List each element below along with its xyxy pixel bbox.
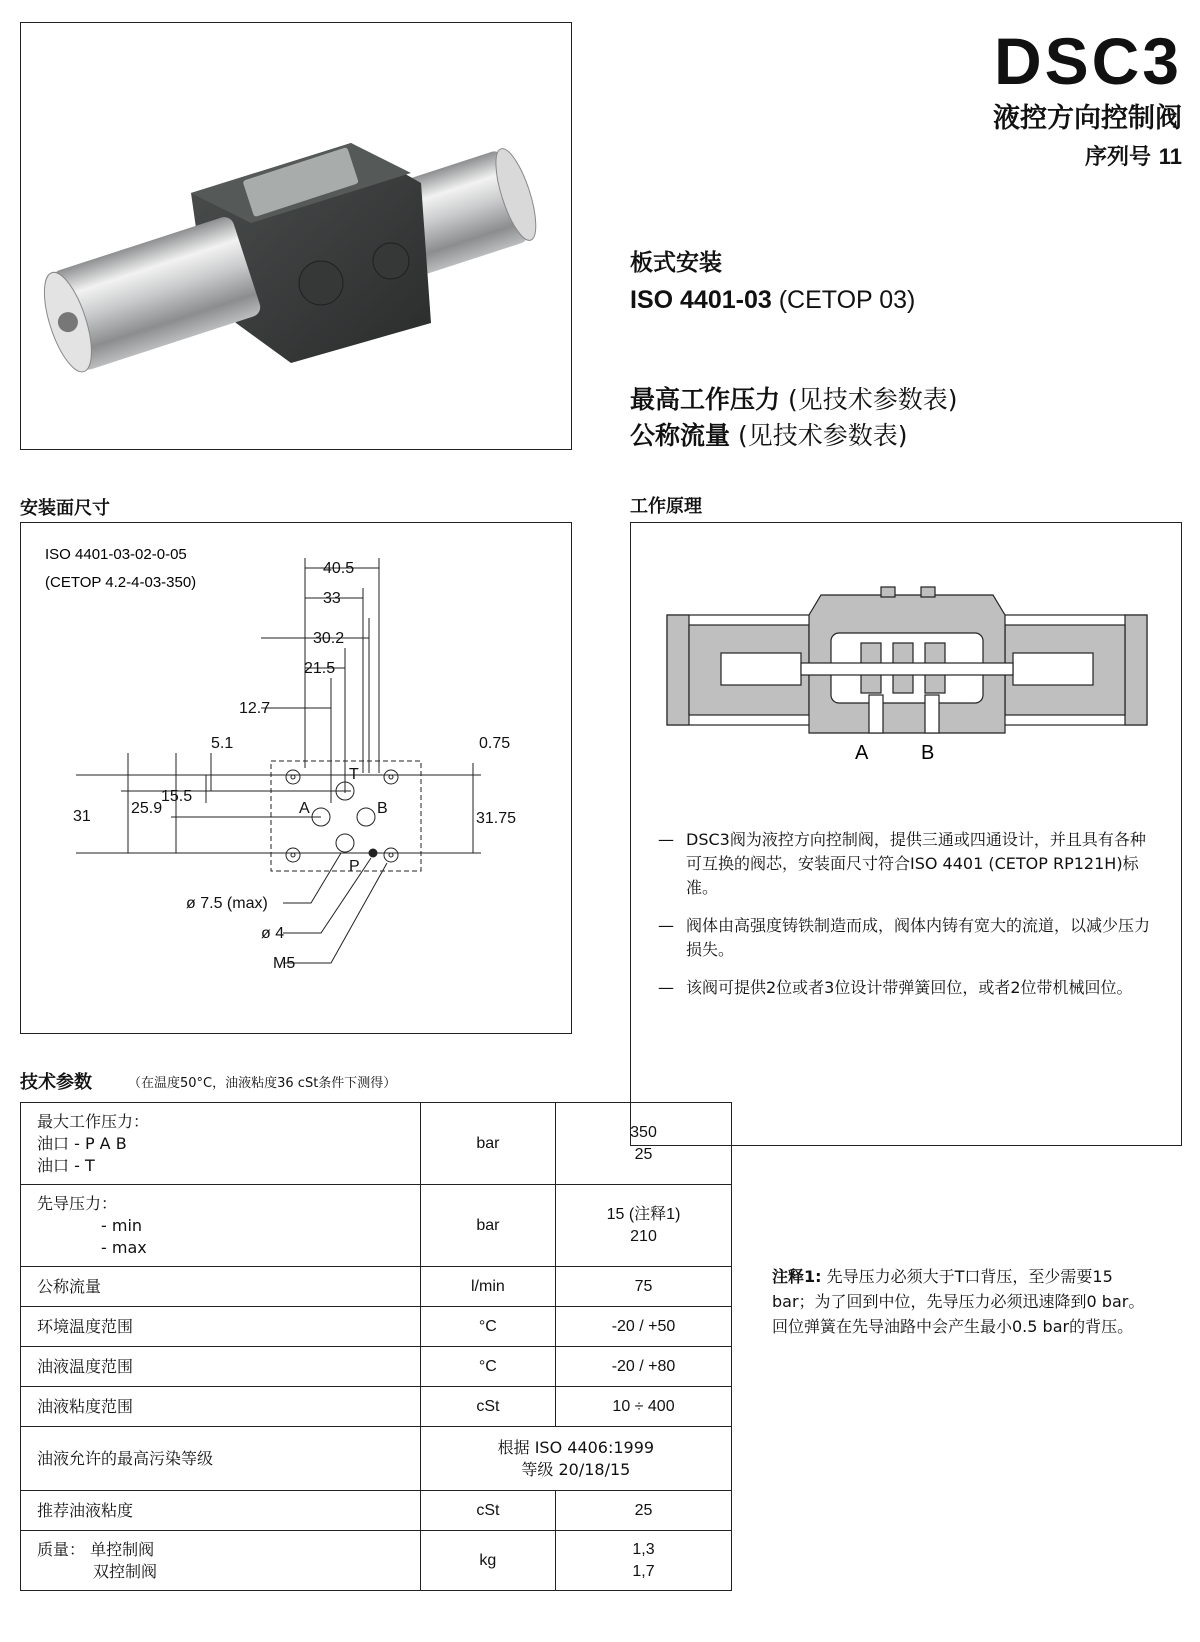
- dim-30-2: 30.2: [313, 630, 345, 647]
- cell-value: -20 / +50: [556, 1307, 732, 1347]
- cell-label: 油液允许的最高污染等级: [21, 1427, 421, 1491]
- section-port-b: B: [921, 742, 935, 764]
- table-row: [21, 1347, 732, 1387]
- model-title: DSC3: [993, 24, 1182, 98]
- table-row: [21, 1387, 732, 1427]
- mounting-surface-title: 安装面尺寸: [20, 498, 110, 519]
- cell-unit: bar: [420, 1185, 555, 1267]
- max-pressure-label: 最高工作压力: [630, 385, 781, 414]
- cell-label: 油液温度范围: [21, 1347, 421, 1387]
- cell-value: 15 (注释1) 210: [556, 1185, 732, 1267]
- nominal-flow-line: [630, 416, 907, 452]
- dim-31: 31: [73, 808, 91, 825]
- cell-value: 75: [556, 1267, 732, 1307]
- series-number: 11: [1158, 144, 1182, 169]
- feature-text: 阀体由高强度铸铁制造而成，阀体内铸有宽大的流道，以减少压力损失。: [686, 916, 1151, 959]
- dim-21-5: 21.5: [304, 660, 336, 677]
- cell-value: 1,3 1,7: [556, 1531, 732, 1591]
- dim-31-75: 31.75: [476, 810, 517, 827]
- table-row: [21, 1531, 732, 1591]
- product-subtitle: 液控方向控制阀: [993, 103, 1182, 134]
- list-item: — 阀体由高强度铸铁制造而成，阀体内铸有宽大的流道，以减少压力损失。: [658, 916, 1151, 959]
- note-text-2: 回位弹簧在先导油路中会产生最小0.5 bar的背压。: [772, 1317, 1134, 1336]
- nominal-flow-ref: (见技术参数表): [730, 421, 908, 450]
- cell-value: 10 ÷ 400: [556, 1387, 732, 1427]
- port-t-label: T: [349, 766, 359, 783]
- cell-label: 推荐油液粘度: [21, 1491, 421, 1531]
- mounting-type: 板式安装: [630, 250, 722, 276]
- feature-list: [658, 828, 1158, 1014]
- table-row: [21, 1103, 732, 1185]
- footnote-1: [772, 1264, 1152, 1339]
- tech-data-table: [20, 1102, 732, 1591]
- callout-pin-dia: ø 4: [261, 925, 285, 942]
- cell-label: 油液粘度范围: [21, 1387, 421, 1427]
- cell-label: 质量： 单控制阀 双控制阀: [21, 1531, 421, 1591]
- nominal-flow-label: 公称流量: [630, 421, 731, 450]
- dim-12-7: 12.7: [239, 700, 271, 717]
- port-a-label: A: [299, 800, 310, 817]
- callout-thread: M5: [273, 955, 296, 972]
- cell-value: 根据 ISO 4406:1999 等级 20/18/15: [420, 1427, 731, 1491]
- cetop-code: (CETOP 03): [771, 286, 916, 314]
- cell-unit: bar: [420, 1103, 555, 1185]
- cell-unit: °C: [420, 1307, 555, 1347]
- dim-25-9: 25.9: [131, 800, 163, 817]
- table-row: [21, 1185, 732, 1267]
- table-row: [21, 1427, 732, 1491]
- dim-33: 33: [323, 590, 341, 607]
- tech-data-conditions: （在温度50°C，油液粘度36 cSt条件下测得）: [128, 1076, 397, 1091]
- product-photo-frame: [20, 22, 572, 450]
- max-pressure-line: [630, 380, 957, 416]
- max-pressure-ref: (见技术参数表): [780, 385, 958, 414]
- dim-0-75: 0.75: [479, 735, 511, 752]
- note-label: 注释1:: [772, 1267, 822, 1286]
- cell-value: 350 25: [556, 1103, 732, 1185]
- dim-15-5: 15.5: [161, 788, 193, 805]
- iso-standard: [630, 286, 915, 315]
- cell-unit: cSt: [420, 1387, 555, 1427]
- feature-text: DSC3阀为液控方向控制阀，提供三通或四通设计，并且具有各种可互换的阀芯，安装面尺寸符合ISO 4401 (CETOP RP121H)标准。: [686, 830, 1146, 897]
- note-text: 先导压力必须大于T口背压，至少需要15 bar；为了回到中位，先导压力必须迅速降到0 bar。: [772, 1267, 1145, 1311]
- iso-code: ISO 4401-03: [630, 286, 772, 314]
- std-cetop-text: (CETOP 4.2-4-03-350): [45, 574, 197, 591]
- callout-port-dia: ø 7.5 (max): [186, 895, 268, 912]
- feature-text: 该阀可提供2位或者3位设计带弹簧回位，或者2位带机械回位。: [686, 978, 1133, 997]
- table-row: [21, 1267, 732, 1307]
- mounting-surface-drawing: [20, 522, 572, 1034]
- section-port-a: A: [855, 742, 869, 764]
- cell-unit: cSt: [420, 1491, 555, 1531]
- valve-photo: [21, 23, 570, 448]
- std-iso-text: ISO 4401-03-02-0-05: [45, 546, 187, 563]
- list-item: — 该阀可提供2位或者3位设计带弹簧回位，或者2位带机械回位。: [658, 978, 1133, 997]
- list-item: — DSC3阀为液控方向控制阀，提供三通或四通设计，并且具有各种可互换的阀芯，安装面尺寸符合ISO 4401 (CETOP RP121H)标准。: [658, 830, 1146, 897]
- port-p-label: P: [349, 858, 360, 875]
- operating-principle-title: 工作原理: [630, 496, 702, 517]
- series-text: 序列号: [1085, 145, 1152, 170]
- series-label: [1085, 140, 1182, 171]
- cell-unit: kg: [420, 1531, 555, 1591]
- dimension-drawing: [21, 523, 570, 1032]
- cell-label: 先导压力： - min - max: [21, 1185, 421, 1267]
- cell-label: 公称流量: [21, 1267, 421, 1307]
- cell-label: 最大工作压力： 油口 - P A B 油口 - T: [21, 1103, 421, 1185]
- valve-section-diagram: [631, 523, 1180, 803]
- table-row: [21, 1491, 732, 1531]
- cell-value: 25: [556, 1491, 732, 1531]
- cell-label: 环境温度范围: [21, 1307, 421, 1347]
- dim-40-5: 40.5: [323, 560, 355, 577]
- cell-unit: °C: [420, 1347, 555, 1387]
- cell-value: -20 / +80: [556, 1347, 732, 1387]
- tech-data-title: 技术参数: [20, 1072, 92, 1093]
- port-b-label: B: [377, 800, 388, 817]
- dim-5-1: 5.1: [211, 735, 234, 752]
- cell-unit: l/min: [420, 1267, 555, 1307]
- table-row: [21, 1307, 732, 1347]
